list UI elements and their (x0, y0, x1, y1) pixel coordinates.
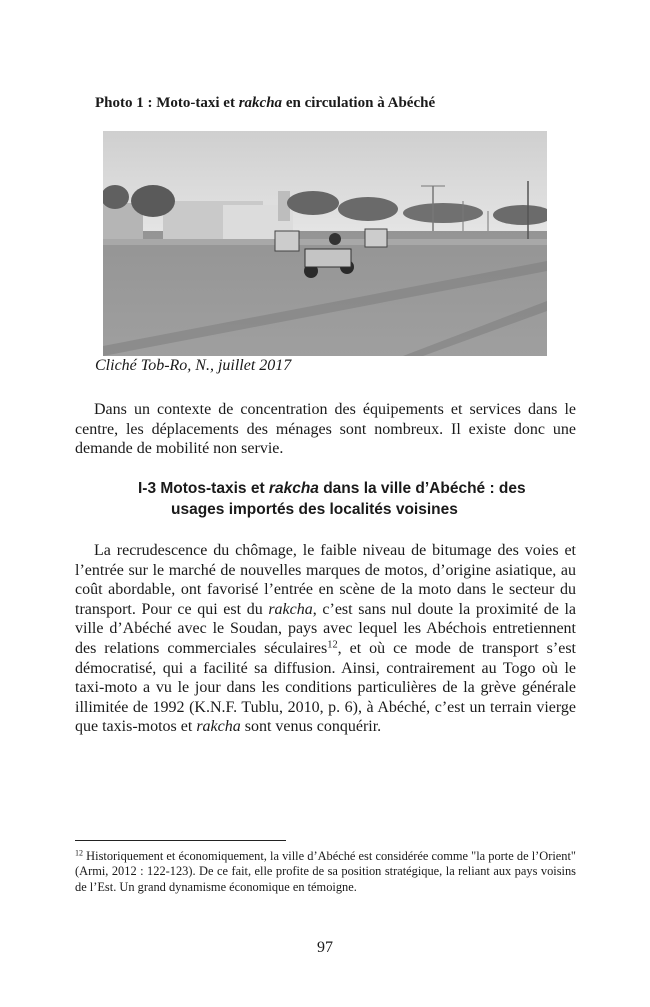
footnote (75, 849, 576, 895)
footnote-number: 12 (75, 848, 84, 858)
heading-italic: rakcha (268, 480, 319, 497)
figure-title (95, 94, 595, 112)
footnote-ref[interactable]: 12 (327, 639, 338, 651)
paragraph-motos (75, 541, 576, 737)
figure-title-prefix: Photo 1 : Moto-taxi et (95, 95, 239, 111)
heading-line2: usages importés des localités voisines (171, 501, 458, 518)
heading-prefix: I-3 Motos-taxis et (138, 480, 269, 497)
para2-part4: sont venus conquérir. (240, 718, 382, 736)
para2-part1: La recrudescence du chômage, le faible niveau de bitumage des voies et l’entrée sur le marché de nouvelles marques de motos, d’origine asiatique, au coût abordable, ont favorisé l’entrée en scène de la moto dans le secteur du transport. Pour ce qui est du (75, 542, 576, 618)
photo-credit: Cliché Tob-Ro, N., juillet 2017 (95, 357, 292, 374)
figure-title-suffix: en circulation à Abéché (282, 95, 436, 111)
heading-suffix: dans la ville d’Abéché : des (318, 480, 526, 497)
footnote-text: Historiquement et économiquement, la ville d’Abéché est considérée comme "la porte de l’Orient" (Armi, 2012 : 122-123). De ce fait, elle profite de sa position stratégique, la reliant aux pays voisins de l’Est. Un grand dynamisme économique en témoigne. (75, 849, 576, 894)
page-number: 97 (317, 939, 333, 956)
footnote-divider (75, 840, 286, 841)
para2-italic1: rakcha (268, 600, 313, 618)
street-scene-photo (103, 131, 547, 356)
para2-part3: , et où ce mode de transport s’est démocratisé, qui a facilité sa diffusion. Ainsi, contrairement au Togo où le taxi-moto a vu le jour dans les conditions particulières de la grève générale illimitée de 1992 (K.N.F. Tublu, 2010, p. 6), à Abéché, c’est un terrain vierge que taxis-motos et (75, 639, 577, 736)
photo-illustration (103, 131, 547, 356)
figure-title-italic: rakcha (238, 95, 283, 111)
para2-italic2: rakcha (196, 718, 241, 736)
section-heading (138, 478, 578, 520)
paragraph-context: Dans un contexte de concentration des équipements et services dans le centre, les déplacements des ménages sont nombreux. Il existe donc une demande de mobilité non servie. (75, 401, 576, 458)
para2-part2: , c’est sans nul doute la proximité de la ville d’Abéché avec le Soudan, pays avec lequel les Abéchois entretiennent des relations commerciales séculaires (75, 600, 576, 657)
